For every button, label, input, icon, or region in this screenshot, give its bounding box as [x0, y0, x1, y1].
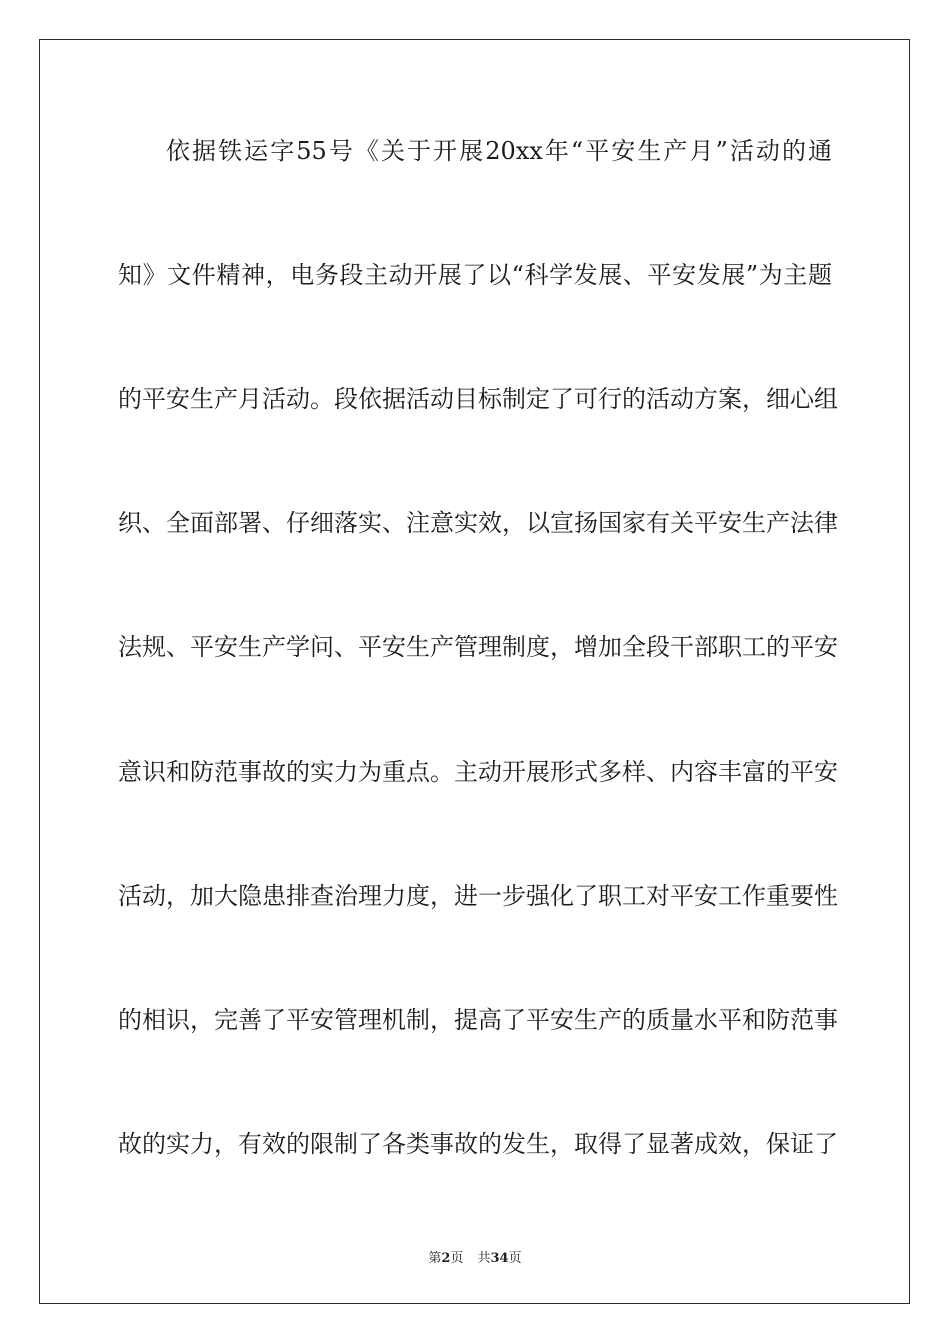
page-footer — [0, 1247, 950, 1266]
page-suffix: 页 — [450, 1251, 464, 1266]
paragraph-line-1: 依据铁运字55号《关于开展20xx年“平安生产月”活动的通 — [166, 137, 832, 165]
paragraph-line-6: 意识和防范事故的实力为重点。主动开展形式多样、内容丰富的平安 — [118, 758, 838, 786]
paragraph-line-5: 法规、平安生产学问、平安生产管理制度，增加全段干部职工的平安 — [118, 633, 838, 661]
total-pages: 34 — [490, 1251, 509, 1266]
paragraph-line-9: 故的实力，有效的限制了各类事故的发生，取得了显著成效，保证了 — [118, 1130, 838, 1158]
page-prefix: 第 — [428, 1251, 442, 1266]
total-prefix: 共 — [477, 1251, 491, 1266]
paragraph-line-4: 织、全面部署、仔细落实、注意实效，以宣扬国家有关平安生产法律 — [118, 509, 838, 537]
paragraph-line-7: 活动，加大隐患排查治理力度，进一步强化了职工对平安工作重要性 — [118, 882, 838, 910]
paragraph-line-8: 的相识，完善了平安管理机制，提高了平安生产的质量水平和防范事 — [118, 1006, 838, 1034]
paragraph-line-3: 的平安生产月活动。段依据活动目标制定了可行的活动方案，细心组 — [118, 385, 838, 413]
page-number: 2 — [441, 1251, 451, 1266]
total-suffix: 页 — [508, 1251, 522, 1266]
page-border — [39, 39, 910, 1304]
paragraph-line-2: 知》文件精神，电务段主动开展了以“科学发展、平安发展”为主题 — [118, 261, 832, 289]
